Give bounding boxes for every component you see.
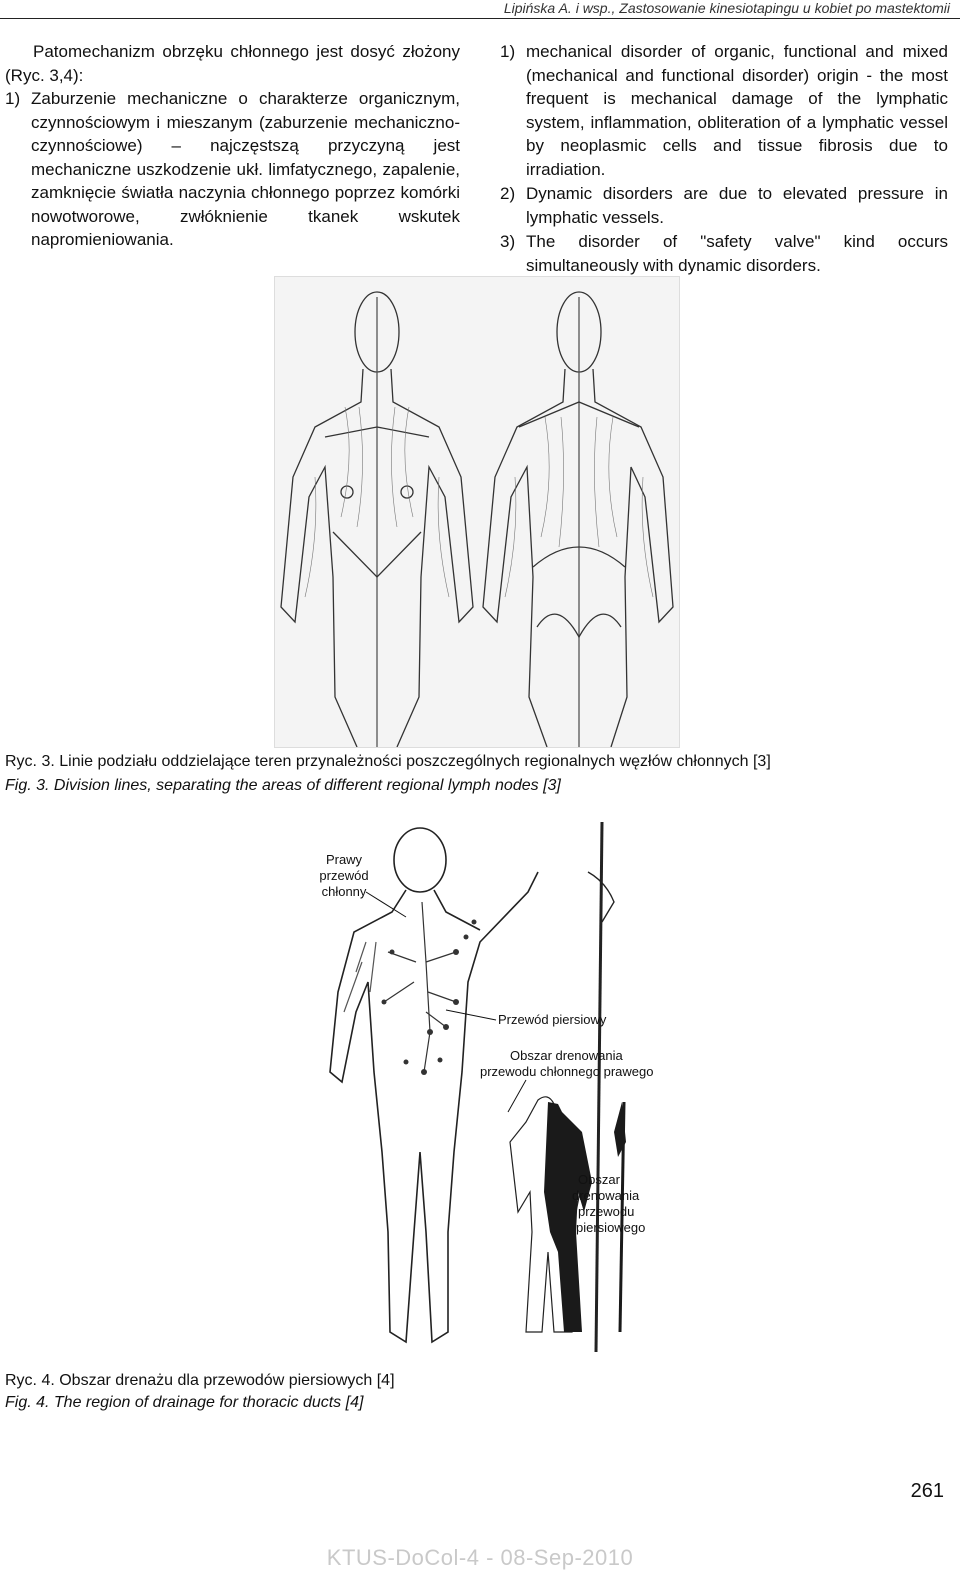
front-body-left (281, 369, 363, 747)
list-item (500, 230, 948, 277)
label-thoracic-drainage-line-2: drenowania (572, 1188, 640, 1203)
front-left-breast (341, 486, 353, 498)
label-thoracic-duct: Przewód piersiowy (498, 1012, 607, 1027)
header-rule (0, 18, 960, 19)
list-number: 1) (500, 42, 516, 61)
running-head: Lipińska A. i wsp., Zastosowanie kinesiotapingu u kobiet po mastektomii (503, 0, 950, 16)
right-column (500, 40, 948, 278)
label-right-duct-line-1: Prawy (325, 852, 363, 867)
footer-stamp: KTUS-DoCol-4 - 08-Sep-2010 (326, 1545, 634, 1570)
main-figure-head (394, 828, 446, 892)
label-right-duct-line-3: chłonny (321, 884, 367, 899)
figure-4-caption-en: Fig. 4. The region of drainage for thoracic ducts [4] (5, 1394, 364, 1411)
staff (596, 822, 602, 1352)
figure-3-image (274, 276, 680, 748)
left-column (5, 40, 460, 252)
list-number: 2) (500, 184, 516, 203)
list-item (5, 87, 460, 252)
label-thoracic-drainage-line-3: przewodu (578, 1204, 635, 1219)
list-text: Dynamic disorders are due to elevated pressure in lymphatic vessels. (526, 184, 948, 227)
list-item (500, 40, 948, 181)
main-figure-outline (330, 872, 538, 1342)
list-text: mechanical disorder of organic, functional and mixed (mechanical and functional disorder) origin - the most frequent is mechanical damage of the lymphatic system, inflammation, obliteration of a lymphatic vessel by neoplasmic cells and tissue fibrosis due to irradiation. (526, 42, 948, 179)
intro-paragraph: Patomechanizm obrzęku chłonnego jest dosyć złożony (Ryc. 3,4): (5, 42, 460, 85)
label-right-duct-line-2: przewód (319, 868, 369, 883)
label-right-drainage-line-2: przewodu chłonnego prawego (480, 1064, 654, 1079)
back-body-left (483, 369, 565, 747)
figure-4-image (296, 812, 666, 1360)
front-right-breast (401, 486, 413, 498)
figure-3-caption-en: Fig. 3. Division lines, separating the areas of different regional lymph nodes [3] (5, 777, 561, 794)
front-body-right (391, 369, 473, 747)
list-number: 1) (5, 89, 21, 108)
figure-4-caption-pl: Ryc. 4. Obszar drenażu dla przewodów piersiowych [4] (5, 1372, 395, 1389)
list-text: Zaburzenie mechaniczne o charakterze organicznym, czynnościowym i mieszanym (zaburzenie mechaniczno-czynnościowe) – najczęstszą przyczyną jest mechaniczne uszkodzenie ukł. limfatycznego, zapalenie, zamknięcie światła naczynia chłonnego poprzez komórki nowotworowe, zwłóknienie tkanek wskutek napromieniowania. (31, 89, 460, 249)
page-number: 261 (910, 1480, 944, 1502)
list-item (500, 182, 948, 229)
label-right-drainage-line-1: Obszar drenowania (510, 1048, 623, 1063)
lymph-division-illustration (275, 277, 679, 747)
back-body-right (593, 369, 673, 747)
thoracic-duct-illustration (296, 812, 666, 1360)
label-thoracic-drainage-line-1: Obszar (578, 1172, 620, 1187)
list-text: The disorder of "safety valve" kind occurs simultaneously with dynamic disorders. (526, 232, 948, 275)
thoracic-duct-line (422, 902, 430, 1072)
label-thoracic-drainage-line-4: piersiowego (576, 1220, 646, 1235)
figure-3-caption-pl: Ryc. 3. Linie podziału oddzielające teren przynależności poszczególnych regionalnych węzłów chłonnych [3] (5, 753, 771, 770)
list-number: 3) (500, 232, 516, 251)
